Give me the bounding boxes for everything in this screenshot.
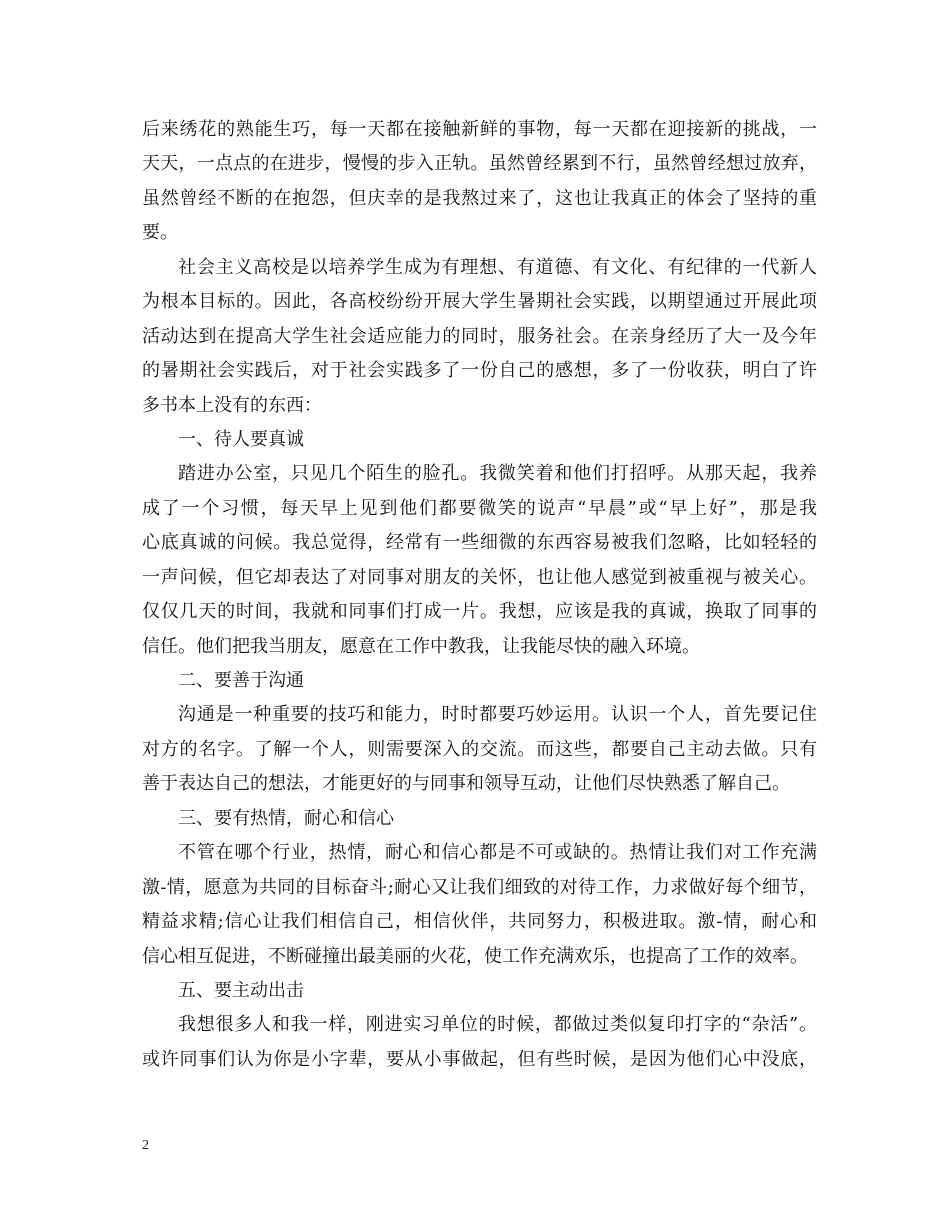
- text-line: 精益求精;信心让我们相信自己，相信伙伴，共同努力，积极进取。激-情，耐心和: [142, 911, 817, 933]
- document-body: [142, 113, 817, 1077]
- text-line: 对方的名字。了解一个人，则需要深入的交流。而这些，都要自己主动去做。只有: [142, 738, 817, 760]
- text-line: 虽然曾经不断的在抱怨，但庆幸的是我熬过来了，这也让我真正的体会了坚持的重: [142, 187, 817, 209]
- text-line: 踏进办公室，只见几个陌生的脸孔。我微笑着和他们打招呼。从那天起，我养: [178, 463, 817, 485]
- text-line: 活动达到在提高大学生社会适应能力的同时，服务社会。在亲身经历了大一及今年: [142, 325, 817, 347]
- text-line: 或许同事们认为你是小字辈，要从小事做起，但有些时候，是因为他们心中没底，: [142, 1048, 817, 1070]
- text-line: 激-情，愿意为共同的目标奋斗;耐心又让我们细致的对待工作，力求做好每个细节，: [142, 876, 817, 898]
- text-line: 信心相互促进，不断碰撞出最美丽的火花，使工作充满欢乐，也提高了工作的效率。: [142, 945, 808, 967]
- text-line: 信任。他们把我当朋友，愿意在工作中教我，让我能尽快的融入环境。: [142, 635, 700, 657]
- page-number: 2: [142, 1138, 149, 1153]
- text-line: 社会主义高校是以培养学生成为有理想、有道德、有文化、有纪律的一代新人: [178, 256, 817, 278]
- text-line: 一声问候，但它却表达了对同事对朋友的关怀，也让他人感觉到被重视与被关心。: [142, 566, 817, 588]
- text-line: 心底真诚的问候。我总觉得，经常有一些细微的东西容易被我们忽略，比如轻轻的: [142, 532, 817, 554]
- text-line: 我想很多人和我一样，刚进实习单位的时候，都做过类似复印打字的“杂活”。: [178, 1014, 817, 1036]
- text-line: 仅仅几天的时间，我就和同事们打成一片。我想，应该是我的真诚，换取了同事的: [142, 601, 817, 623]
- text-line: 沟通是一种重要的技巧和能力，时时都要巧妙运用。认识一个人，首先要记住: [178, 704, 817, 726]
- text-line: 三、要有热情，耐心和信心: [178, 807, 394, 829]
- text-line: 不管在哪个行业，热情，耐心和信心都是不可或缺的。热情让我们对工作充满: [178, 842, 817, 864]
- text-line: 成了一个习惯，每天早上见到他们都要微笑的说声“早晨”或“早上好”，那是我: [142, 497, 817, 519]
- text-line: 的暑期社会实践后，对于社会实践多了一份自己的感想，多了一份收获，明白了许: [142, 360, 817, 382]
- text-line: 天天，一点点的在进步，慢慢的步入正轨。虽然曾经累到不行，虽然曾经想过放弃，: [142, 153, 817, 175]
- text-line: 善于表达自己的想法，才能更好的与同事和领导互动，让他们尽快熟悉了解自己。: [142, 773, 790, 795]
- text-line: 二、要善于沟通: [178, 670, 304, 691]
- text-line: 为根本目标的。因此，各高校纷纷开展大学生暑期社会实践，以期望通过开展此项: [142, 291, 817, 313]
- text-line: 一、待人要真诚: [178, 428, 304, 450]
- text-line: 后来绣花的熟能生巧，每一天都在接触新鲜的事物，每一天都在迎接新的挑战，一: [142, 119, 817, 140]
- text-line: 五、要主动出击: [178, 979, 304, 1001]
- text-line: 要。: [142, 222, 178, 244]
- text-line: 多书本上没有的东西：: [142, 394, 322, 416]
